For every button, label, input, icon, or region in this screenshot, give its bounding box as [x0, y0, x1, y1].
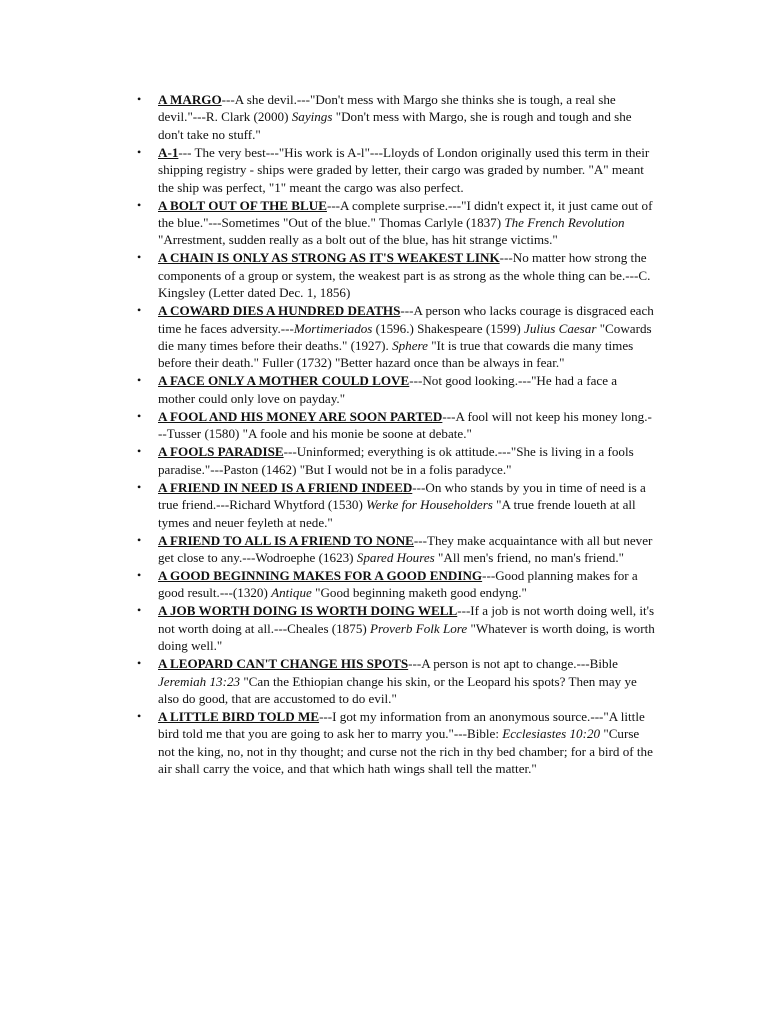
bullet-icon: •: [137, 444, 142, 459]
idiom-list: [137, 91, 656, 778]
bullet-icon: •: [137, 373, 142, 388]
bullet-icon: •: [137, 656, 142, 671]
bullet-icon: •: [137, 303, 142, 318]
definition-text: ---A complete surprise.---"I didn't expect it, it just came out of the blue."---Sometimes "Out of the blue." Thomas Carlyle (1837): [158, 197, 653, 231]
list-item: [137, 479, 656, 531]
source-title: Spared Houres: [356, 549, 435, 565]
definition-text: "Good beginning maketh good endyng.": [311, 585, 527, 601]
bullet-icon: •: [137, 250, 142, 265]
idiom-term: A FOOLS PARADISE: [158, 444, 284, 460]
idiom-term: A-1: [158, 144, 179, 160]
idiom-term: A BOLT OUT OF THE BLUE: [158, 197, 327, 213]
definition-text: "Whatever is worth doing, is worth doing well.": [158, 620, 655, 654]
bullet-icon: •: [137, 144, 142, 159]
source-title: Proverb Folk Lore: [370, 620, 468, 636]
definition-text: ---Uninformed; everything is ok attitude.---"She is living in a fools paradise."---Paston (1462) "But I would not be in a folis paradyce.": [158, 444, 634, 477]
source-title: The French Revolution: [504, 215, 625, 231]
definition-text: ---A she devil.---"Don't mess with Margo she thinks she is tough, a real she devil."---R. Clark (2000): [158, 92, 616, 125]
definition-text: "Cowards die many times before their deaths." (1927).: [158, 320, 652, 354]
definition-text: ---On who stands by you in time of need is a true friend.---Richard Whytford (1530): [158, 479, 646, 513]
definition-text: ---I got my information from an anonymous source.---"A little bird told me that you are going to ask her to marry you."---Bible:: [158, 708, 645, 742]
definition-text: "Can the Ethiopian change his skin, or the Leopard his spots? Then may ye also do good, that are accustomed to do evil.": [158, 673, 637, 706]
definition-text: ---A person is not apt to change.---Bible: [408, 656, 618, 672]
idiom-term: A FACE ONLY A MOTHER COULD LOVE: [158, 373, 410, 389]
list-item: [137, 408, 656, 443]
definition-text: ---Good planning makes for a good result.---(1320): [158, 567, 638, 601]
list-item: [137, 144, 656, 196]
source-title: Julius Caesar: [524, 320, 597, 336]
list-item: [137, 91, 656, 143]
bullet-icon: •: [137, 92, 142, 106]
list-item: [137, 602, 656, 654]
source-title: Mortimeriados: [293, 320, 373, 336]
idiom-term: A FRIEND IN NEED IS A FRIEND INDEED: [158, 479, 413, 495]
definition-text: "A true frende loueth at all tymes and neuer feyleth at nede.": [158, 497, 636, 530]
definition-text: ---A fool will not keep his money long.---Tusser (1580) "A foole and his monie be soone at debate.": [158, 408, 652, 442]
definition-text: "Don't mess with Margo, she is rough and tough and she don't take no stuff.": [158, 109, 632, 142]
list-item: [137, 708, 656, 778]
list-item: [137, 532, 656, 567]
definition-text: "It is true that cowards die many times before their death." Fuller (1732) "Better hazard once than be always in fear.": [158, 338, 634, 371]
source-title: Jeremiah 13:23: [158, 673, 241, 689]
definition-text: ---They make acquaintance with all but never get close to any.---Wodroephe (1623): [158, 532, 653, 565]
definition-text: "Arrestment, sudden really as a bolt out of the blue, has hit strange victims.": [158, 232, 558, 248]
list-item: [137, 443, 656, 478]
definition-text: "Curse not the king, no, not in thy thought; and curse not the rich in thy bed chamber; for a bird of the air shall carry the voice, and that which hath wings shall tell the matter.": [158, 726, 653, 777]
bullet-icon: •: [137, 567, 142, 582]
definition-text: ---If a job is not worth doing well, it's not worth doing at all.---Cheales (1875): [158, 603, 655, 636]
source-title: Werke for Householders: [366, 497, 493, 513]
source-title: Ecclesiastes 10:20: [502, 726, 601, 742]
definition-text: ---Not good looking.---"He had a face a mother could only love on payday.": [158, 373, 618, 406]
definition-text: --- The very best---"His work is A-l"---Lloyds of London originally used this term in their shipping registry - ships were graded by letter, their cargo was graded by number. "A" meant the ship was perfect, "1" meant the cargo was also perfect.: [158, 144, 650, 195]
bullet-icon: •: [137, 408, 142, 423]
source-title: Antique: [271, 585, 312, 601]
idiom-term: A LITTLE BIRD TOLD ME: [158, 708, 320, 724]
idiom-term: A GOOD BEGINNING MAKES FOR A GOOD ENDING: [158, 567, 483, 583]
source-title: Sayings: [291, 109, 333, 125]
definition-text: (1596.) Shakespeare (1599): [372, 320, 525, 336]
idiom-term: A JOB WORTH DOING IS WORTH DOING WELL: [158, 603, 458, 619]
idiom-term: A MARGO: [158, 92, 222, 107]
source-title: Sphere: [392, 338, 428, 354]
bullet-icon: •: [137, 708, 142, 723]
bullet-icon: •: [137, 479, 142, 494]
definition-text: ---A person who lacks courage is disgraced each time he faces adversity.---: [158, 303, 654, 336]
idiom-term: A FRIEND TO ALL IS A FRIEND TO NONE: [158, 532, 414, 548]
list-item: [137, 302, 656, 372]
bullet-icon: •: [137, 197, 142, 212]
idiom-term: A CHAIN IS ONLY AS STRONG AS IT'S WEAKEST LINK: [158, 250, 500, 266]
bullet-icon: •: [137, 532, 142, 547]
idiom-term: A FOOL AND HIS MONEY ARE SOON PARTED: [158, 408, 443, 424]
bullet-icon: •: [137, 603, 142, 618]
idiom-term: A LEOPARD CAN'T CHANGE HIS SPOTS: [158, 656, 409, 672]
list-item: [137, 249, 656, 301]
list-item: [137, 567, 656, 602]
idiom-term: A COWARD DIES A HUNDRED DEATHS: [158, 303, 401, 319]
list-item: [137, 655, 656, 707]
list-item: [137, 372, 656, 407]
definition-text: "All men's friend, no man's friend.": [434, 549, 624, 565]
list-item: [137, 197, 656, 249]
definition-text: ---No matter how strong the components of a group or system, the weakest part is as strong as the whole thing can be.---C. Kingsley (Letter dated Dec. 1, 1856): [158, 250, 651, 301]
